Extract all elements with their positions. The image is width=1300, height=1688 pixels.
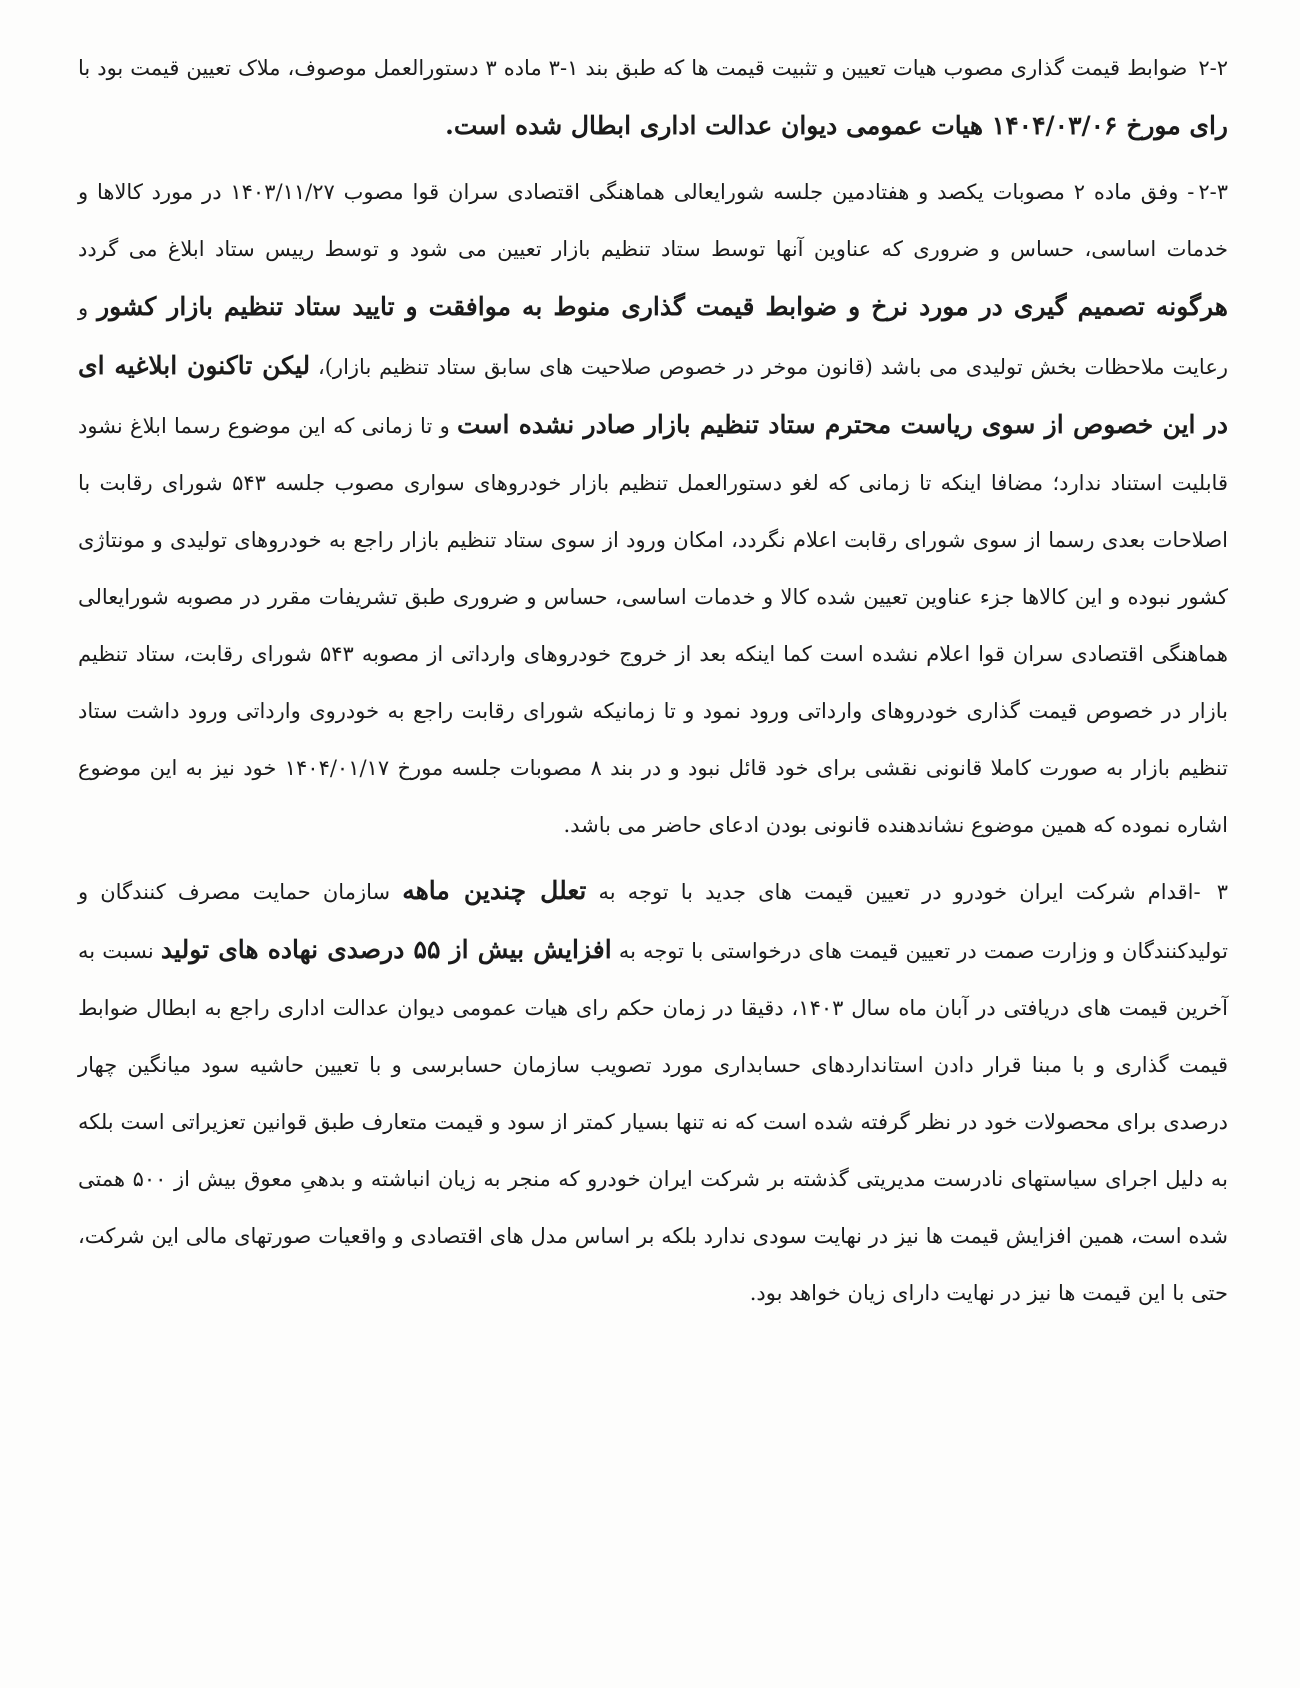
paragraph-2 [78,164,1228,854]
paragraph-3 [78,862,1228,1322]
body-text: و رعایت ملاحظات بخش تولیدی می باشد (قانون موخر در خصوص صلاحیت های سابق ستاد تنظیم بازار)، [78,296,1228,379]
emphasized-text: تعلل چندین ماهه [402,876,587,905]
body-text: -اقدام شرکت ایران خودرو در تعیین قیمت های جدید با توجه به [586,880,1213,904]
emphasized-text: رای مورخ ۱۴۰۴/۰۳/۰۶ هیات عمومی دیوان عدالت اداری ابطال شده است. [445,111,1228,140]
document-body [78,40,1228,1330]
emphasized-text: افزایش بیش از ۵۵ درصدی نهاده های تولید [160,935,612,964]
paragraph-number: ۲-۳ [1198,180,1228,204]
emphasized-text: هرگونه تصمیم گیری در مورد نرخ و ضوابط قیمت گذاری منوط به موافقت و تایید ستاد تنظیم بازار کشور [97,292,1228,321]
body-text: سازمان حمایت مصرف کنندگان و تولیدکنندگان و وزارت صمت در تعیین قیمت های درخواستی با توجه به [78,880,1228,963]
body-text: نسبت به آخرین قیمت های دریافتی در آبان ماه سال ۱۴۰۳، دقیقا در زمان حکم رای هیات عمومی دیوان عدالت اداری راجع به ابطال ضوابط قیمت گذاری و با مبنا قرار دادن استانداردهای حسابداری مورد تصویب سازمان حسابرسی و با تعیین حاشیه سود میانگین چهار درصدی برای محصولات خود در نظر گرفته شده است که نه تنها بسیار کمتر از سود و قیمت متعارف طبق قوانین تعزیراتی است بلکه به دلیل اجرای سیاستهای نادرست مدیریتی گذشته بر شرکت ایران خودرو که منجر به زیان انباشته و بدهیِ معوق بیش از ۵۰۰ همتی شده است، همین افزایش قیمت ها نیز در نهایت سودی ندارد بلکه بر اساس مدل های اقتصادی و واقعیات صورتهای مالی این شرکت، حتی با این قیمت ها نیز در نهایت دارای زیان خواهد بود. [78,939,1229,1305]
body-text: و تا زمانی که این موضوع رسما ابلاغ نشود قابلیت استناد ندارد؛ مضافا اینکه تا زمانی که لغو دستورالعمل تنظیم بازار خودروهای سواری مصوب جلسه ۵۴۳ شورای رقابت با اصلاحات بعدی رسما از سوی شورای رقابت اعلام نگردد، امکان ورود از سوی ستاد تنظیم بازار راجع به خودروهای تولیدی و مونتاژی کشور نبوده و این کالاها جزء عناوین تعیین شده کالا و خدمات اساسی، حساس و ضروری طبق تشریفات مقرر در مصوبه شورایعالی هماهنگی اقتصادی سران قوا اعلام نشده است کما اینکه بعد از خروج خودروهای وارداتی از مصوبه ۵۴۳ شورای رقابت، ستاد تنظیم بازار در خصوص قیمت گذاری خودروهای وارداتی ورود نمود و تا زمانیکه شورای رقابت راجع به خودروی وارداتی ورود داشت ستاد تنظیم بازار به صورت کاملا قانونی نقشی برای خود قائل نبود و در بند ۸ مصوبات جلسه مورخ ۱۴۰۴/۰۱/۱۷ خود نیز به این موضوع اشاره نموده که همین موضوع نشاندهنده قانونی بودن ادعای حاضر می باشد. [78,414,1228,837]
emphasized-text: لیکن تاکنون ابلاغیه ای در این خصوص از سوی ریاست محترم ستاد تنظیم بازار صادر نشده است [78,351,1228,439]
paragraph-number: ۲-۲ [1198,56,1228,80]
paragraph-1 [78,40,1228,156]
paragraph-number: ۳ [1216,880,1228,904]
body-text: ضوابط قیمت گذاری مصوب هیات تعیین و تثبیت قیمت ها که طبق بند ۱-۳ ماده ۳ دستورالعمل موصوف، ملاک تعیین قیمت بود با [78,56,1195,80]
body-text: - وفق ماده ۲ مصوبات یکصد و هفتادمین جلسه شورایعالی هماهنگی اقتصادی سران قوا مصوب ۱۴۰۳/۱۱/۲۷ در مورد کالاها و خدمات اساسی، حساس و ضروری که عناوین آنها توسط ستاد تنظیم بازار تعیین می شود و توسط رییس ستاد ابلاغ می گردد [78,180,1228,261]
